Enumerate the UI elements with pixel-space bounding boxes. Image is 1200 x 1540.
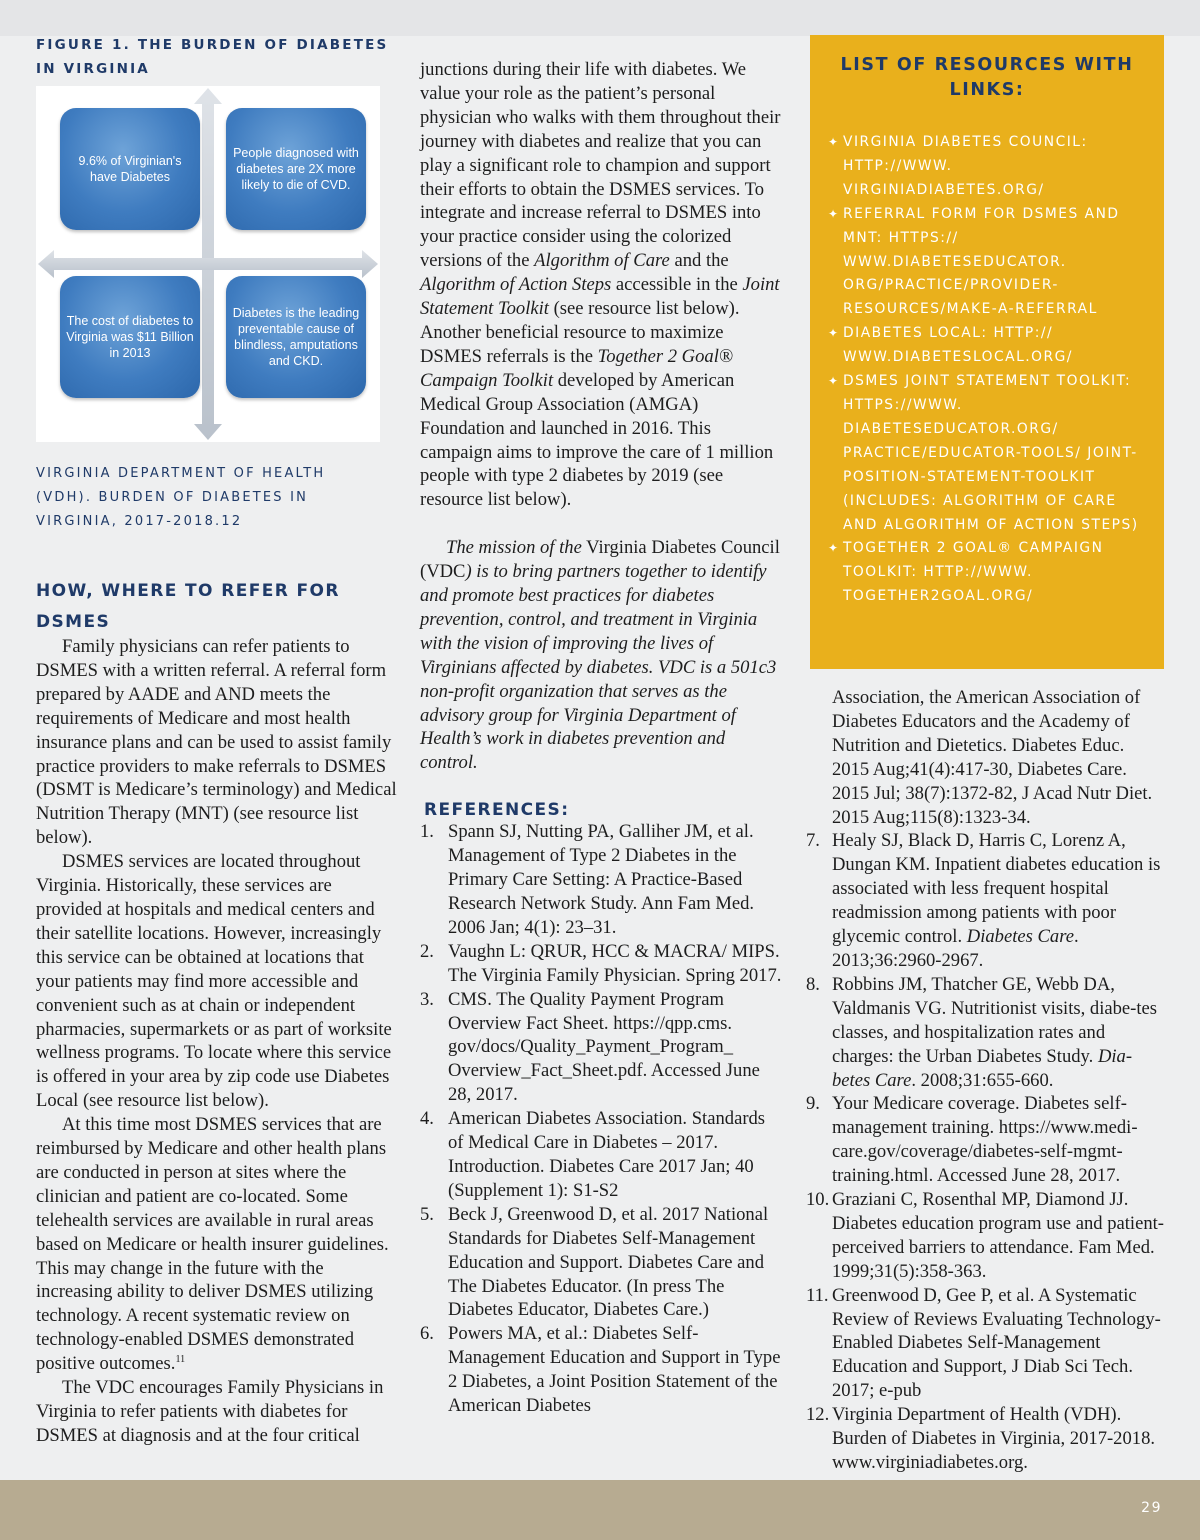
- journal-title: Dia-betes Care: [832, 1045, 1133, 1091]
- star-bullet-icon: ✦: [828, 541, 840, 556]
- quadrant-cvd-risk: People diagnosed with diabetes are 2X more likely to die of CVD.: [226, 108, 366, 230]
- reference-number: 2.: [420, 940, 434, 962]
- reference-text: Virginia Department of Health (VDH). Burden of Diabetes in Virginia, 2017-2018. www.virginiadiabetes.org.: [832, 1404, 1156, 1473]
- reference-2: [420, 940, 782, 988]
- algorithm-of-care-title: Algorithm of Care: [534, 250, 670, 272]
- reference-number: 4.: [420, 1108, 434, 1130]
- reference-text: . 2008;31:655-660.: [911, 1069, 1054, 1091]
- paragraph-vdc-encourages: The VDC encourages Family Physicians in Virginia to refer patients with diabetes for DSMES at diagnosis and at the four critical: [36, 1377, 384, 1446]
- paragraph-mission: [420, 536, 782, 775]
- reference-text: Beck J, Greenwood D, et al. 2017 National Standards for Diabetes Self-Management Education and Support. Diabetes Care and The Diabetes Educator. (In press The Diabetes Educator, Diabetes Care.): [448, 1203, 769, 1321]
- star-bullet-icon: ✦: [828, 326, 840, 341]
- reference-number: 1.: [420, 821, 434, 843]
- figure-source: [36, 462, 398, 534]
- resource-item[interactable]: [828, 322, 1152, 370]
- star-bullet-icon: ✦: [828, 135, 840, 149]
- reference-text: Your Medicare coverage. Diabetes self-management training. https://www.medi-care.gov/coverage/diabetes-self-mgmt-training.html. Accessed June 28, 2017.: [832, 1093, 1138, 1187]
- reference-8: [806, 973, 1166, 1093]
- paragraph-referral: Family physicians can refer patients to DSMES with a written referral. A referral form prepared by AADE and AND meets the requirements of Medicare and most health insurance plans and can be used to assist family practice providers to make referrals to DSMES (DSMT is Medicare’s terminology) and Medical Nutrition Therapy (MNT) (see resource list below).: [36, 636, 397, 849]
- figure-source-line-3: VIRGINIA, 2017-2018.12: [36, 514, 243, 529]
- reference-number: 6.: [420, 1323, 434, 1345]
- resource-item[interactable]: [828, 370, 1152, 537]
- reference-text: Vaughn L: QRUR, HCC & MACRA/ MIPS. The Virginia Family Physician. Spring 2017.: [448, 940, 782, 986]
- figure-caption: [36, 33, 398, 81]
- reference-text: Powers MA, et al.: Diabetes Self-Management Education and Support in Type 2 Diabetes, a Joint Position Statement of the American Diabetes: [448, 1323, 781, 1417]
- reference-1: [420, 820, 782, 940]
- reference-text: CMS. The Quality Payment Program Overview Fact Sheet. https://qpp.cms. gov/docs/Quality_Payment_Program_ Overview_Fact_Sheet.pdf. Accessed June 28, 2017.: [448, 988, 760, 1106]
- references-heading: REFERENCES:: [424, 800, 570, 821]
- resources-list: [810, 131, 1164, 609]
- resource-item[interactable]: [828, 203, 1152, 323]
- quadrant-complications: Diabetes is the leading preventable cause of blindless, amputations and CKD.: [226, 276, 366, 398]
- reference-number: 8.: [806, 973, 820, 995]
- reference-number: 10.: [806, 1189, 830, 1211]
- paragraph-telehealth: [36, 1113, 398, 1376]
- mission-text: ) is to bring partners together to identify and promote best practices for diabetes prevention, control, and treatment in Virginia with the vision of improving the lives of Virginians affected by diabetes. VDC is a 501c3 non-profit organization that serves as the advisory group for Virginia Department of Health’s work in diabetes prevention and control.: [420, 561, 777, 774]
- reference-5: [420, 1203, 782, 1323]
- joint-statement-toolkit-title: Joint Statement Toolkit: [420, 274, 780, 320]
- reference-12: [806, 1403, 1166, 1475]
- reference-text: Graziani C, Rosenthal MP, Diamond JJ. Diabetes education program use and patient-perceived barriers to attendance. Fam Med. 1999;31(5):358-363.: [832, 1189, 1164, 1282]
- text-run: and the: [669, 250, 729, 272]
- resources-title-line-2: LINKS:: [949, 80, 1025, 100]
- reference-number: 7.: [806, 830, 820, 852]
- page-footer: [0, 1480, 1200, 1540]
- section-heading-refer: [36, 576, 398, 638]
- reference-10: [806, 1188, 1166, 1284]
- paragraph-locations: DSMES services are located throughout Virginia. Historically, these services are provided at hospitals and medical centers and their satellite locations. However, increasingly this service can be obtained at locations that your patients may find more accessible and convenient such as at chain or independent pharmacies, supermarkets or as part of worksite wellness programs. To locate where this service is offered in your area by zip code use Diabetes Local (see resource list below).: [36, 851, 392, 1112]
- quadrant-cost: The cost of diabetes to Virginia was $11 Billion in 2013: [60, 276, 200, 398]
- reference-text: Robbins JM, Thatcher GE, Webb DA, Valdmanis VG. Nutritionist visits, diabe-tes classes, and hospitalization rates and charges: the Urban Diabetes Study.: [832, 973, 1158, 1067]
- algorithm-of-action-steps-title: Algorithm of Action Steps: [420, 274, 612, 296]
- top-band: [0, 0, 1200, 36]
- left-column: [36, 33, 398, 81]
- reference-11: [806, 1284, 1166, 1404]
- reference-number: 9.: [806, 1093, 820, 1115]
- resources-title-line-1: LIST OF RESOURCES WITH: [840, 55, 1134, 75]
- figure-caption-line-1: FIGURE 1. THE BURDEN OF DIABETES: [36, 37, 389, 53]
- resource-link-text[interactable]: DSMES JOINT STATEMENT TOOLKIT: HTTPS://WWW. DIABETESEDUCATOR.ORG/ PRACTICE/EDUCATOR-TOOLS/ JOINT-POSITION-STATEMENT-TOOLKIT (INCLUDES: ALGORITHM OF CARE AND ALGORITHM OF ACTION STEPS): [843, 373, 1139, 533]
- heading-line-1: HOW, WHERE TO REFER FOR: [36, 581, 340, 601]
- text-run: Virginia Diabetes Council (VDC: [420, 537, 780, 583]
- reference-text: . 2013;36:2960-2967.: [832, 926, 1079, 971]
- star-bullet-icon: ✦: [828, 374, 840, 389]
- reference-text: Greenwood D, Gee P, et al. A Systematic Review of Reviews Evaluating Technology-Enabled Diabetes Self-Management Education and Support, J Diab Sci Tech. 2017; e-pub: [832, 1284, 1161, 1402]
- mission-lead: The mission of the: [446, 537, 582, 559]
- reference-7: [806, 829, 1166, 972]
- resource-link-text[interactable]: TOGETHER 2 GOAL® CAMPAIGN TOOLKIT: HTTP://WWW. TOGETHER2GOAL.ORG/: [843, 540, 1104, 605]
- reference-text: American Diabetes Association. Standards of Medical Care in Diabetes – 2017. Introduction. Diabetes Care 2017 Jan; 40 (Supplement 1): S1-S2: [448, 1108, 766, 1201]
- reference-text: Spann SJ, Nutting PA, Galliher JM, et al. Management of Type 2 Diabetes in the Primary Care Setting: A Practice-Based Research Network Study. Ann Fam Med. 2006 Jan; 4(1): 23–31.: [448, 821, 755, 938]
- figure-source-line-2: (VDH). BURDEN OF DIABETES IN: [36, 490, 309, 505]
- paragraph-junctions: [420, 58, 782, 512]
- resource-link-text[interactable]: VIRGINIA DIABETES COUNCIL: HTTP://WWW. VIRGINIADIABETES.ORG/: [843, 134, 1088, 198]
- reference-6: [420, 1322, 782, 1418]
- reference-4: [420, 1107, 782, 1203]
- references-list-continued: [806, 686, 1166, 1475]
- burden-figure: [36, 86, 380, 442]
- resource-link-text[interactable]: REFERRAL FORM FOR DSMES AND MNT: HTTPS:// WWW.DIABETESEDUCATOR. ORG/PRACTICE/PROVIDER-RESOURCES/MAKE-A-REFERRAL: [843, 205, 1120, 318]
- reference-text: Healy SJ, Black D, Harris C, Lorenz A, Dungan KM. Inpatient diabetes education is associated with less frequent hospital readmission among patients with poor glycemic control.: [832, 830, 1161, 948]
- journal-title: Diabetes Care: [966, 926, 1075, 948]
- quadrant-prevalence: 9.6% of Virginian's have Diabetes: [60, 108, 200, 230]
- resource-item[interactable]: [828, 537, 1152, 609]
- resources-title: [810, 53, 1164, 103]
- reference-number: 12.: [806, 1404, 830, 1426]
- page-number: 29: [1141, 1500, 1162, 1516]
- middle-column: [420, 58, 782, 1418]
- text-run: developed by American Medical Group Association (AMGA) Foundation and launched in 2016. This campaign aims to improve the care of 1 million people with type 2 diabetes by 2019 (see resource list below).: [420, 369, 774, 511]
- together-2-goal-title: Together 2 Goal® Campaign Toolkit: [420, 345, 733, 391]
- text-run: junctions during their life with diabetes. We value your role as the patient’s personal physician who walks with them throughout their journey with diabetes and realize that you can play a significant role to champion and support their efforts to obtain the DSMES services. To integrate and increase referral to DSMES into your practice consider using the colorized versions of the: [420, 59, 781, 272]
- figure-caption-line-2: IN VIRGINIA: [36, 61, 150, 77]
- reference-3: [420, 988, 782, 1108]
- reference-number: 11.: [806, 1284, 829, 1306]
- references-list: [420, 820, 782, 1418]
- reference-6-continued: [806, 686, 1166, 829]
- resource-item[interactable]: [828, 131, 1152, 203]
- star-bullet-icon: ✦: [828, 206, 840, 221]
- figure-source-line-1: VIRGINIA DEPARTMENT OF HEALTH: [36, 466, 326, 481]
- reference-number: 5.: [420, 1203, 434, 1225]
- text-run: (see resource list below). Another beneficial resource to maximize DSMES referrals is the: [420, 298, 740, 367]
- left-body: [36, 576, 398, 1448]
- reference-text: Association, the American Association of Diabetes Educators and the Academy of Nutrition and Dietetics. Diabetes Educ. 2015 Aug;41(4):417-30, Diabetes Care. 2015 Jul; 38(7):1372-82, J Acad Nutr Diet. 2015 Aug;115(8):1323-34.: [832, 687, 1153, 828]
- resources-box: [810, 35, 1164, 669]
- reference-number: 3.: [420, 988, 434, 1010]
- right-column: [806, 686, 1166, 1475]
- telehealth-text: At this time most DSMES services that are reimbursed by Medicare and other health plans are conducted in person at sites where the clinician and patient are co-located. Some telehealth services are available in rural areas based on Medicare or health insurer guidelines. This may change in the future with the increasing ability to deliver DSMES utilizing technology. A recent systematic review on technology-enabled DSMES demonstrated positive outcomes.: [36, 1114, 389, 1375]
- citation-superscript: 11: [175, 1354, 186, 1365]
- heading-line-2: DSMES: [36, 612, 111, 632]
- text-run: accessible in the: [611, 274, 743, 296]
- resource-link-text[interactable]: DIABETES LOCAL: HTTP:// WWW.DIABETESLOCAL.ORG/: [843, 325, 1073, 366]
- reference-9: [806, 1092, 1166, 1188]
